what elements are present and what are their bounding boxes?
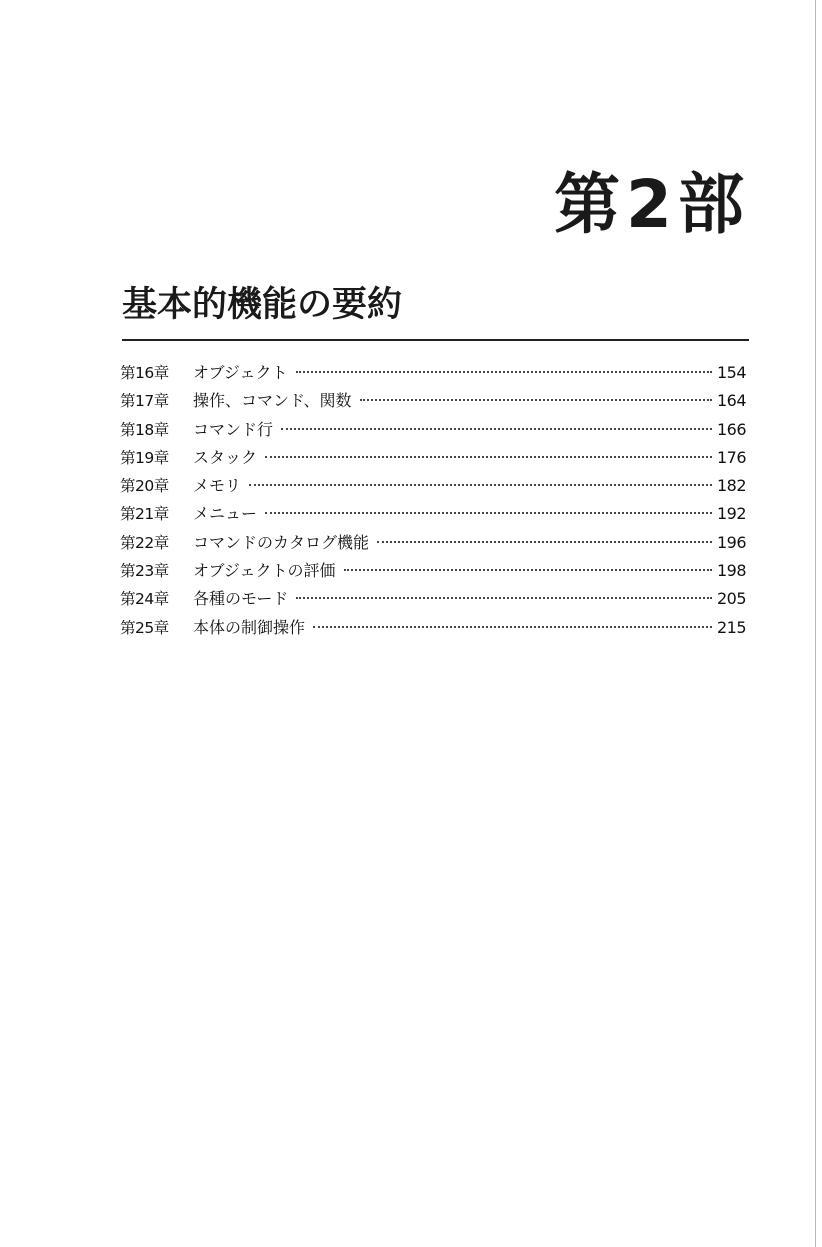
toc-entry-ch25: [120, 614, 746, 642]
page-number: 198: [716, 561, 746, 581]
toc-entry-ch22: [120, 529, 746, 557]
dot-leader: [344, 569, 712, 571]
chapter-number: 第16章: [120, 364, 169, 382]
chapter-number: 第21章: [120, 505, 169, 524]
chapter-title: スタック: [193, 447, 258, 467]
dot-leader: [296, 597, 712, 599]
toc-entry-ch17: [120, 387, 746, 415]
chapter-title: 本体の制御操作: [193, 617, 306, 637]
chapter-number: 第23章: [120, 562, 169, 581]
chapter-title: コマンドのカタログ機能: [193, 532, 370, 552]
dot-leader: [281, 428, 712, 430]
toc-entry-ch19: [120, 444, 746, 472]
page-edge-line: [815, 0, 816, 1247]
chapter-title: オブジェクトの評価: [193, 561, 336, 581]
dot-leader: [249, 484, 712, 486]
dot-leader: [265, 512, 712, 514]
title-underline: [122, 339, 749, 341]
chapter-title: メニュー: [193, 504, 258, 524]
page-number: 205: [716, 589, 746, 609]
dot-leader: [360, 399, 712, 401]
dot-leader: [313, 626, 712, 628]
chapter-number: 第18章: [120, 420, 169, 439]
toc-entry-ch24: [120, 585, 746, 613]
chapter-number: 第20章: [120, 477, 169, 496]
part-title: 第2部: [554, 166, 750, 243]
chapter-number: 第22章: [120, 533, 169, 552]
page-number: 154: [716, 363, 746, 382]
toc-entry-ch20: [120, 472, 746, 500]
table-of-contents: [120, 359, 746, 642]
toc-entry-ch21: [120, 500, 746, 528]
chapter-number: 第19章: [120, 448, 169, 467]
page-number: 182: [716, 476, 746, 496]
chapter-number: 第24章: [120, 590, 169, 609]
chapter-title: メモリ: [193, 476, 242, 496]
chapter-title: オブジェクト: [193, 363, 288, 382]
chapter-title: 操作、コマンド、関数: [193, 391, 352, 411]
chapter-number: 第17章: [120, 392, 169, 411]
page-number: 192: [716, 504, 746, 524]
dot-leader: [296, 371, 712, 373]
page-number: 176: [716, 447, 746, 467]
section-title: 基本的機能の要約: [122, 285, 403, 325]
page-number: 166: [716, 419, 746, 439]
page-number: 164: [716, 391, 746, 411]
toc-entry-ch16: [120, 359, 746, 387]
page-number: 215: [716, 617, 746, 637]
toc-entry-ch18: [120, 416, 746, 444]
chapter-title: コマンド行: [193, 419, 274, 439]
page-number: 196: [716, 532, 746, 552]
toc-entry-ch23: [120, 557, 746, 585]
chapter-number: 第25章: [120, 618, 169, 637]
chapter-title: 各種のモード: [193, 589, 289, 609]
dot-leader: [377, 541, 712, 543]
dot-leader: [265, 456, 712, 458]
